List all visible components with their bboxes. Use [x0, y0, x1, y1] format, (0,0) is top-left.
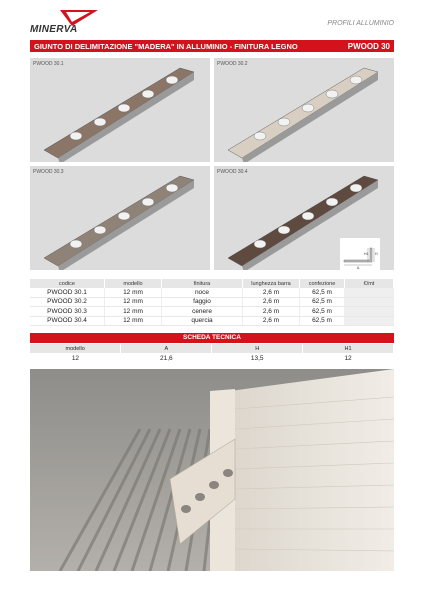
cell-lunghezza: 2,6 m [243, 297, 300, 307]
cell-confezione: 62,5 m [300, 316, 345, 326]
table-row [30, 353, 394, 364]
profile-hole [118, 212, 130, 220]
cell-finitura: noce [162, 288, 243, 297]
profile-hole [118, 104, 130, 112]
profile-section-diagram [340, 238, 380, 270]
profile-hole [94, 226, 106, 234]
table-row [30, 297, 394, 307]
product-table-header [30, 279, 394, 288]
brand-name: MINERVA [30, 24, 78, 35]
scheda-tecnica-title: SCHEDA TECNICA [30, 333, 394, 343]
cell-finitura: cenere [162, 307, 243, 317]
cell-prezzo [345, 316, 394, 326]
page-title: GIUNTO DI DELIMITAZIONE "MADERA" IN ALLUMINIO - FINITURA LEGNO [34, 41, 298, 51]
product-image-label: PWOOD 30.4 [217, 169, 248, 175]
profile-hole [326, 90, 338, 98]
profile-hole [326, 198, 338, 206]
cell-confezione: 62,5 m [300, 297, 345, 307]
profile-hole [302, 104, 314, 112]
cell-modello: 12 mm [105, 297, 162, 307]
cell-modello: 12 mm [105, 288, 162, 297]
cell-finitura: quercia [162, 316, 243, 326]
profile-hole [94, 118, 106, 126]
col-finitura: finitura [162, 279, 243, 288]
cell-lunghezza: 2,6 m [243, 316, 300, 326]
profile-hole [70, 132, 82, 140]
profile-render [214, 58, 394, 162]
spec-table-header [30, 344, 394, 353]
cell-codice: PWOOD 30.1 [30, 288, 105, 297]
col-prezzo: €/mt [345, 279, 394, 288]
col-modello: modello [105, 279, 162, 288]
profile-hole [254, 132, 266, 140]
col-modello: modello [30, 344, 121, 353]
col-lunghezza: lunghezza barra [243, 279, 300, 288]
cell-modello: 12 mm [105, 307, 162, 317]
title-bar [30, 40, 394, 52]
product-image-label: PWOOD 30.1 [33, 61, 64, 67]
cell-finitura: faggio [162, 297, 243, 307]
table-row [30, 288, 394, 297]
profile-edge [242, 72, 378, 162]
h-label: H [375, 252, 378, 256]
profile-hole [166, 184, 178, 192]
cell-lunghezza: 2,6 m [243, 288, 300, 297]
profile-hole [278, 226, 290, 234]
profile-hole [278, 118, 290, 126]
cell-h1: 12 [344, 355, 352, 362]
product-code: PWOOD 30 [347, 41, 390, 51]
profile-hole [302, 212, 314, 220]
profile-render [30, 166, 210, 270]
cell-h: 13,5 [250, 355, 264, 362]
col-h: H [212, 344, 303, 353]
cell-confezione: 62,5 m [300, 288, 345, 297]
profile-hole [350, 184, 362, 192]
profile-edge [58, 180, 194, 270]
col-a: A [121, 344, 212, 353]
cell-codice: PWOOD 30.2 [30, 297, 105, 307]
profile-hole [350, 76, 362, 84]
profile-edge [58, 72, 194, 162]
cell-a: 21,6 [159, 355, 173, 362]
cell-confezione: 62,5 m [300, 307, 345, 317]
product-table [30, 279, 394, 326]
product-image-1 [30, 58, 210, 162]
profile-hole [254, 240, 266, 248]
cell-codice: PWOOD 30.4 [30, 316, 105, 326]
col-codice: codice [30, 279, 105, 288]
table-row [30, 316, 394, 326]
a-label: A [357, 266, 360, 270]
product-image-3 [30, 166, 210, 270]
installation-photo [30, 369, 394, 571]
cell-codice: PWOOD 30.3 [30, 307, 105, 317]
profile-hole [70, 240, 82, 248]
product-image-label: PWOOD 30.2 [217, 61, 248, 67]
cell-prezzo [345, 297, 394, 307]
cell-modello: 12 [71, 355, 80, 362]
table-row [30, 307, 394, 317]
profile-hole [142, 198, 154, 206]
profile-hole [166, 76, 178, 84]
cell-modello: 12 mm [105, 316, 162, 326]
cell-prezzo [345, 307, 394, 317]
product-image-label: PWOOD 30.3 [33, 169, 64, 175]
col-h1: H1 [303, 344, 394, 353]
category-label: PROFILI ALLUMINIO [327, 20, 394, 27]
cell-prezzo [345, 288, 394, 297]
profile-render [30, 58, 210, 162]
h1-label: H1 [364, 252, 369, 256]
cell-lunghezza: 2,6 m [243, 307, 300, 317]
product-image-2 [214, 58, 394, 162]
col-confezione: confezione [300, 279, 345, 288]
profile-hole [142, 90, 154, 98]
spec-table [30, 344, 394, 364]
